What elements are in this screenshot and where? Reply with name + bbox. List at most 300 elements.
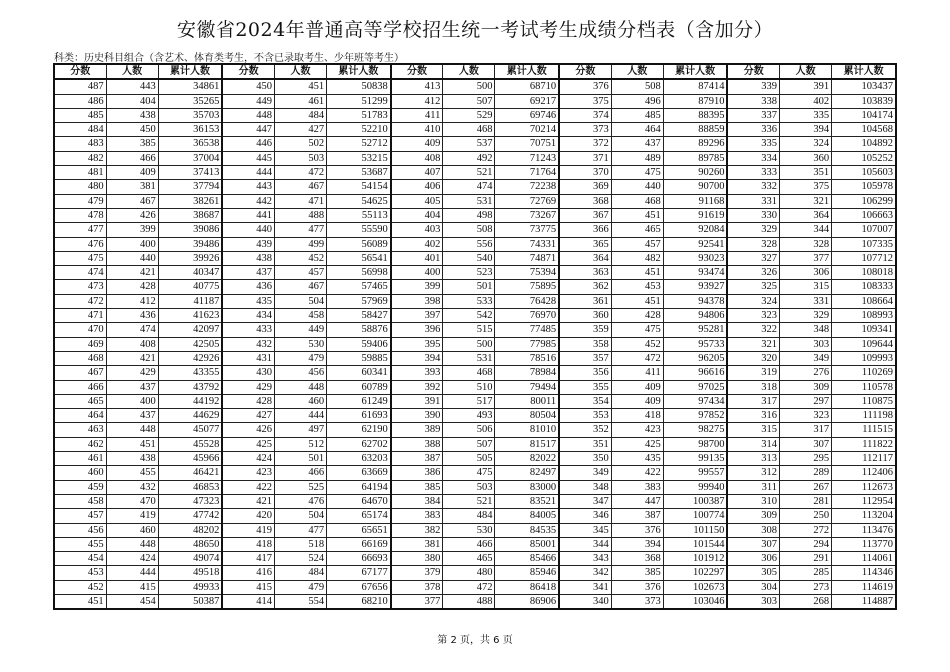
count-cell: 411 xyxy=(611,366,663,380)
table-row xyxy=(54,251,896,265)
cumulative-cell: 62702 xyxy=(327,437,391,451)
count-cell: 421 xyxy=(106,351,158,365)
score-cell: 365 xyxy=(559,237,611,251)
score-cell: 459 xyxy=(54,480,106,494)
score-cell: 374 xyxy=(559,108,611,122)
count-cell: 450 xyxy=(106,123,158,137)
cumulative-cell: 113204 xyxy=(832,509,896,523)
count-cell: 381 xyxy=(106,180,158,194)
count-cell: 335 xyxy=(780,108,832,122)
cumulative-cell: 111198 xyxy=(832,409,896,423)
cumulative-cell: 71243 xyxy=(495,151,559,165)
score-cell: 338 xyxy=(727,94,779,108)
count-cell: 272 xyxy=(780,523,832,537)
score-cell: 379 xyxy=(391,566,443,580)
cumulative-cell: 110875 xyxy=(832,394,896,408)
cumulative-cell: 100387 xyxy=(663,494,727,508)
score-cell: 304 xyxy=(727,580,779,594)
count-cell: 364 xyxy=(780,208,832,222)
count-cell: 444 xyxy=(106,566,158,580)
cumulative-cell: 97434 xyxy=(663,394,727,408)
score-cell: 397 xyxy=(391,309,443,323)
cumulative-cell: 87910 xyxy=(663,94,727,108)
cumulative-cell: 98275 xyxy=(663,423,727,437)
cumulative-cell: 42505 xyxy=(158,337,222,351)
count-cell: 485 xyxy=(611,108,663,122)
count-cell: 530 xyxy=(443,523,495,537)
cumulative-cell: 67177 xyxy=(327,566,391,580)
cumulative-cell: 54625 xyxy=(327,194,391,208)
score-cell: 303 xyxy=(727,594,779,609)
count-cell: 466 xyxy=(443,537,495,551)
score-cell: 416 xyxy=(222,566,274,580)
count-cell: 422 xyxy=(611,466,663,480)
score-cell: 363 xyxy=(559,266,611,280)
score-cell: 311 xyxy=(727,480,779,494)
count-cell: 443 xyxy=(106,79,158,94)
count-cell: 531 xyxy=(443,194,495,208)
score-cell: 427 xyxy=(222,409,274,423)
score-cell: 339 xyxy=(727,79,779,94)
header-cumulative-2: 累计人数 xyxy=(327,64,391,79)
score-cell: 325 xyxy=(727,280,779,294)
score-cell: 480 xyxy=(54,180,106,194)
count-cell: 468 xyxy=(443,123,495,137)
count-cell: 294 xyxy=(780,537,832,551)
cumulative-cell: 112954 xyxy=(832,494,896,508)
score-cell: 351 xyxy=(559,437,611,451)
count-cell: 467 xyxy=(274,180,326,194)
score-cell: 399 xyxy=(391,280,443,294)
cumulative-cell: 72238 xyxy=(495,180,559,194)
score-cell: 394 xyxy=(391,351,443,365)
score-cell: 370 xyxy=(559,166,611,180)
count-cell: 394 xyxy=(780,123,832,137)
cumulative-cell: 92084 xyxy=(663,223,727,237)
count-cell: 506 xyxy=(443,423,495,437)
score-cell: 321 xyxy=(727,337,779,351)
count-cell: 531 xyxy=(443,351,495,365)
score-cell: 385 xyxy=(391,480,443,494)
cumulative-cell: 111515 xyxy=(832,423,896,437)
score-cell: 454 xyxy=(54,552,106,566)
cumulative-cell: 38687 xyxy=(158,208,222,222)
cumulative-cell: 56998 xyxy=(327,266,391,280)
count-cell: 425 xyxy=(611,437,663,451)
score-cell: 441 xyxy=(222,208,274,222)
count-cell: 477 xyxy=(274,523,326,537)
cumulative-cell: 97025 xyxy=(663,380,727,394)
header-cumulative-1: 累计人数 xyxy=(158,64,222,79)
cumulative-cell: 73267 xyxy=(495,208,559,222)
table-row xyxy=(54,94,896,108)
table-row xyxy=(54,309,896,323)
cumulative-cell: 45077 xyxy=(158,423,222,437)
count-cell: 267 xyxy=(780,480,832,494)
cumulative-cell: 49933 xyxy=(158,580,222,594)
count-cell: 523 xyxy=(443,266,495,280)
cumulative-cell: 97852 xyxy=(663,409,727,423)
score-cell: 322 xyxy=(727,323,779,337)
table-row xyxy=(54,280,896,294)
count-cell: 554 xyxy=(274,594,326,609)
score-cell: 425 xyxy=(222,437,274,451)
score-cell: 484 xyxy=(54,123,106,137)
cumulative-cell: 113476 xyxy=(832,523,896,537)
count-cell: 385 xyxy=(611,566,663,580)
count-cell: 394 xyxy=(611,537,663,551)
cumulative-cell: 105603 xyxy=(832,166,896,180)
cumulative-cell: 36153 xyxy=(158,123,222,137)
count-cell: 440 xyxy=(611,180,663,194)
score-cell: 453 xyxy=(54,566,106,580)
cumulative-cell: 85001 xyxy=(495,537,559,551)
score-cell: 482 xyxy=(54,151,106,165)
count-cell: 468 xyxy=(611,194,663,208)
score-cell: 448 xyxy=(222,108,274,122)
score-cell: 340 xyxy=(559,594,611,609)
count-cell: 505 xyxy=(443,452,495,466)
score-cell: 415 xyxy=(222,580,274,594)
score-cell: 383 xyxy=(391,509,443,523)
count-cell: 373 xyxy=(611,594,663,609)
header-count-1: 人数 xyxy=(106,64,158,79)
score-cell: 462 xyxy=(54,437,106,451)
score-cell: 355 xyxy=(559,380,611,394)
score-cell: 405 xyxy=(391,194,443,208)
score-cell: 334 xyxy=(727,151,779,165)
score-cell: 378 xyxy=(391,580,443,594)
count-cell: 375 xyxy=(780,180,832,194)
cumulative-cell: 90260 xyxy=(663,166,727,180)
count-cell: 508 xyxy=(611,79,663,94)
score-cell: 414 xyxy=(222,594,274,609)
count-cell: 479 xyxy=(274,580,326,594)
count-cell: 331 xyxy=(780,294,832,308)
score-cell: 382 xyxy=(391,523,443,537)
count-cell: 504 xyxy=(274,509,326,523)
score-cell: 395 xyxy=(391,337,443,351)
cumulative-cell: 114061 xyxy=(832,552,896,566)
cumulative-cell: 55590 xyxy=(327,223,391,237)
cumulative-cell: 61693 xyxy=(327,409,391,423)
count-cell: 307 xyxy=(780,437,832,451)
cumulative-cell: 47742 xyxy=(158,509,222,523)
count-cell: 250 xyxy=(780,509,832,523)
cumulative-cell: 82022 xyxy=(495,452,559,466)
count-cell: 512 xyxy=(274,437,326,451)
count-cell: 499 xyxy=(274,237,326,251)
count-cell: 467 xyxy=(274,280,326,294)
count-cell: 458 xyxy=(274,309,326,323)
table-body xyxy=(54,79,896,609)
cumulative-cell: 70214 xyxy=(495,123,559,137)
cumulative-cell: 99135 xyxy=(663,452,727,466)
cumulative-cell: 78984 xyxy=(495,366,559,380)
score-cell: 359 xyxy=(559,323,611,337)
count-cell: 484 xyxy=(274,108,326,122)
cumulative-cell: 106663 xyxy=(832,208,896,222)
count-cell: 436 xyxy=(106,309,158,323)
cumulative-cell: 109341 xyxy=(832,323,896,337)
score-cell: 313 xyxy=(727,452,779,466)
cumulative-cell: 104892 xyxy=(832,137,896,151)
score-cell: 410 xyxy=(391,123,443,137)
score-cell: 487 xyxy=(54,79,106,94)
cumulative-cell: 112673 xyxy=(832,480,896,494)
score-cell: 342 xyxy=(559,566,611,580)
document-title: 安徽省2024年普通高等学校招生统一考试考生成绩分档表（含加分） xyxy=(176,19,774,41)
cumulative-cell: 45528 xyxy=(158,437,222,451)
score-cell: 401 xyxy=(391,251,443,265)
score-cell: 426 xyxy=(222,423,274,437)
cumulative-cell: 109993 xyxy=(832,351,896,365)
score-cell: 402 xyxy=(391,237,443,251)
cumulative-cell: 66169 xyxy=(327,537,391,551)
count-cell: 329 xyxy=(780,309,832,323)
cumulative-cell: 85466 xyxy=(495,552,559,566)
score-cell: 429 xyxy=(222,380,274,394)
header-score-2: 分数 xyxy=(222,64,274,79)
cumulative-cell: 78516 xyxy=(495,351,559,365)
cumulative-cell: 114619 xyxy=(832,580,896,594)
count-cell: 476 xyxy=(274,494,326,508)
score-cell: 327 xyxy=(727,251,779,265)
score-cell: 418 xyxy=(222,537,274,551)
cumulative-cell: 59885 xyxy=(327,351,391,365)
count-cell: 400 xyxy=(106,394,158,408)
table-row xyxy=(54,79,896,94)
count-cell: 452 xyxy=(274,251,326,265)
cumulative-cell: 84005 xyxy=(495,509,559,523)
score-cell: 469 xyxy=(54,337,106,351)
count-cell: 457 xyxy=(274,266,326,280)
count-cell: 503 xyxy=(443,480,495,494)
cumulative-cell: 114346 xyxy=(832,566,896,580)
count-cell: 383 xyxy=(611,480,663,494)
score-cell: 312 xyxy=(727,466,779,480)
score-cell: 373 xyxy=(559,123,611,137)
score-cell: 330 xyxy=(727,208,779,222)
cumulative-cell: 81010 xyxy=(495,423,559,437)
score-cell: 368 xyxy=(559,194,611,208)
table-row xyxy=(54,566,896,580)
cumulative-cell: 88395 xyxy=(663,108,727,122)
count-cell: 456 xyxy=(274,366,326,380)
score-cell: 393 xyxy=(391,366,443,380)
count-cell: 306 xyxy=(780,266,832,280)
cumulative-cell: 37413 xyxy=(158,166,222,180)
table-row xyxy=(54,123,896,137)
cumulative-cell: 37794 xyxy=(158,180,222,194)
table-row xyxy=(54,509,896,523)
table-row xyxy=(54,337,896,351)
cumulative-cell: 77485 xyxy=(495,323,559,337)
score-cell: 435 xyxy=(222,294,274,308)
score-cell: 391 xyxy=(391,394,443,408)
count-cell: 344 xyxy=(780,223,832,237)
count-cell: 461 xyxy=(274,94,326,108)
count-cell: 502 xyxy=(274,137,326,151)
cumulative-cell: 110578 xyxy=(832,380,896,394)
cumulative-cell: 39086 xyxy=(158,223,222,237)
score-cell: 315 xyxy=(727,423,779,437)
count-cell: 460 xyxy=(106,523,158,537)
cumulative-cell: 58876 xyxy=(327,323,391,337)
score-cell: 358 xyxy=(559,337,611,351)
score-cell: 377 xyxy=(391,594,443,609)
header-count-5: 人数 xyxy=(780,64,832,79)
table-row xyxy=(54,166,896,180)
score-cell: 456 xyxy=(54,523,106,537)
count-cell: 451 xyxy=(611,266,663,280)
count-cell: 291 xyxy=(780,552,832,566)
cumulative-cell: 68710 xyxy=(495,79,559,94)
count-cell: 537 xyxy=(443,137,495,151)
score-cell: 411 xyxy=(391,108,443,122)
score-cell: 423 xyxy=(222,466,274,480)
header-score-3: 分数 xyxy=(391,64,443,79)
cumulative-cell: 38261 xyxy=(158,194,222,208)
count-cell: 276 xyxy=(780,366,832,380)
header-cumulative-5: 累计人数 xyxy=(832,64,896,79)
count-cell: 321 xyxy=(780,194,832,208)
score-cell: 335 xyxy=(727,137,779,151)
score-cell: 455 xyxy=(54,537,106,551)
score-distribution-table xyxy=(53,63,897,610)
cumulative-cell: 60341 xyxy=(327,366,391,380)
cumulative-cell: 53687 xyxy=(327,166,391,180)
count-cell: 323 xyxy=(780,409,832,423)
count-cell: 376 xyxy=(611,523,663,537)
score-cell: 341 xyxy=(559,580,611,594)
cumulative-cell: 107712 xyxy=(832,251,896,265)
count-cell: 466 xyxy=(274,466,326,480)
score-cell: 474 xyxy=(54,266,106,280)
score-cell: 457 xyxy=(54,509,106,523)
cumulative-cell: 34861 xyxy=(158,79,222,94)
table-row xyxy=(54,294,896,308)
cumulative-cell: 69217 xyxy=(495,94,559,108)
score-cell: 352 xyxy=(559,423,611,437)
cumulative-cell: 80504 xyxy=(495,409,559,423)
cumulative-cell: 93927 xyxy=(663,280,727,294)
score-cell: 467 xyxy=(54,366,106,380)
score-cell: 406 xyxy=(391,180,443,194)
table-row xyxy=(54,394,896,408)
table-row xyxy=(54,137,896,151)
count-cell: 273 xyxy=(780,580,832,594)
count-cell: 493 xyxy=(443,409,495,423)
count-cell: 472 xyxy=(443,580,495,594)
score-cell: 357 xyxy=(559,351,611,365)
cumulative-cell: 37004 xyxy=(158,151,222,165)
cumulative-cell: 41187 xyxy=(158,294,222,308)
cumulative-cell: 106299 xyxy=(832,194,896,208)
table-row xyxy=(54,537,896,551)
cumulative-cell: 100774 xyxy=(663,509,727,523)
cumulative-cell: 61249 xyxy=(327,394,391,408)
score-cell: 364 xyxy=(559,251,611,265)
count-cell: 472 xyxy=(274,166,326,180)
score-cell: 324 xyxy=(727,294,779,308)
count-cell: 435 xyxy=(611,452,663,466)
score-cell: 320 xyxy=(727,351,779,365)
cumulative-cell: 51783 xyxy=(327,108,391,122)
cumulative-cell: 103046 xyxy=(663,594,727,609)
cumulative-cell: 89785 xyxy=(663,151,727,165)
count-cell: 474 xyxy=(106,323,158,337)
cumulative-cell: 91168 xyxy=(663,194,727,208)
score-cell: 461 xyxy=(54,452,106,466)
cumulative-cell: 58427 xyxy=(327,309,391,323)
header-score-5: 分数 xyxy=(727,64,779,79)
count-cell: 309 xyxy=(780,380,832,394)
cumulative-cell: 74331 xyxy=(495,237,559,251)
count-cell: 492 xyxy=(443,151,495,165)
count-cell: 472 xyxy=(611,351,663,365)
score-cell: 390 xyxy=(391,409,443,423)
score-cell: 424 xyxy=(222,452,274,466)
count-cell: 412 xyxy=(106,294,158,308)
cumulative-cell: 98700 xyxy=(663,437,727,451)
score-cell: 446 xyxy=(222,137,274,151)
count-cell: 409 xyxy=(611,394,663,408)
count-cell: 449 xyxy=(274,323,326,337)
cumulative-cell: 57465 xyxy=(327,280,391,294)
cumulative-cell: 103839 xyxy=(832,94,896,108)
score-cell: 389 xyxy=(391,423,443,437)
score-cell: 422 xyxy=(222,480,274,494)
cumulative-cell: 84535 xyxy=(495,523,559,537)
count-cell: 437 xyxy=(106,409,158,423)
table-header-row xyxy=(54,64,896,79)
count-cell: 474 xyxy=(443,180,495,194)
cumulative-cell: 93474 xyxy=(663,266,727,280)
count-cell: 317 xyxy=(780,423,832,437)
count-cell: 501 xyxy=(443,280,495,294)
count-cell: 489 xyxy=(611,151,663,165)
count-cell: 415 xyxy=(106,580,158,594)
score-cell: 347 xyxy=(559,494,611,508)
cumulative-cell: 72769 xyxy=(495,194,559,208)
score-cell: 438 xyxy=(222,251,274,265)
score-cell: 328 xyxy=(727,237,779,251)
cumulative-cell: 36538 xyxy=(158,137,222,151)
score-cell: 333 xyxy=(727,166,779,180)
score-cell: 318 xyxy=(727,380,779,394)
count-cell: 517 xyxy=(443,394,495,408)
cumulative-cell: 95281 xyxy=(663,323,727,337)
cumulative-cell: 54154 xyxy=(327,180,391,194)
score-cell: 314 xyxy=(727,437,779,451)
count-cell: 524 xyxy=(274,552,326,566)
cumulative-cell: 101544 xyxy=(663,537,727,551)
count-cell: 448 xyxy=(106,537,158,551)
score-cell: 323 xyxy=(727,309,779,323)
count-cell: 452 xyxy=(611,337,663,351)
score-cell: 430 xyxy=(222,366,274,380)
cumulative-cell: 42097 xyxy=(158,323,222,337)
score-cell: 449 xyxy=(222,94,274,108)
score-cell: 384 xyxy=(391,494,443,508)
count-cell: 448 xyxy=(106,423,158,437)
score-cell: 345 xyxy=(559,523,611,537)
count-cell: 424 xyxy=(106,552,158,566)
count-cell: 504 xyxy=(274,294,326,308)
table-row xyxy=(54,180,896,194)
score-cell: 412 xyxy=(391,94,443,108)
